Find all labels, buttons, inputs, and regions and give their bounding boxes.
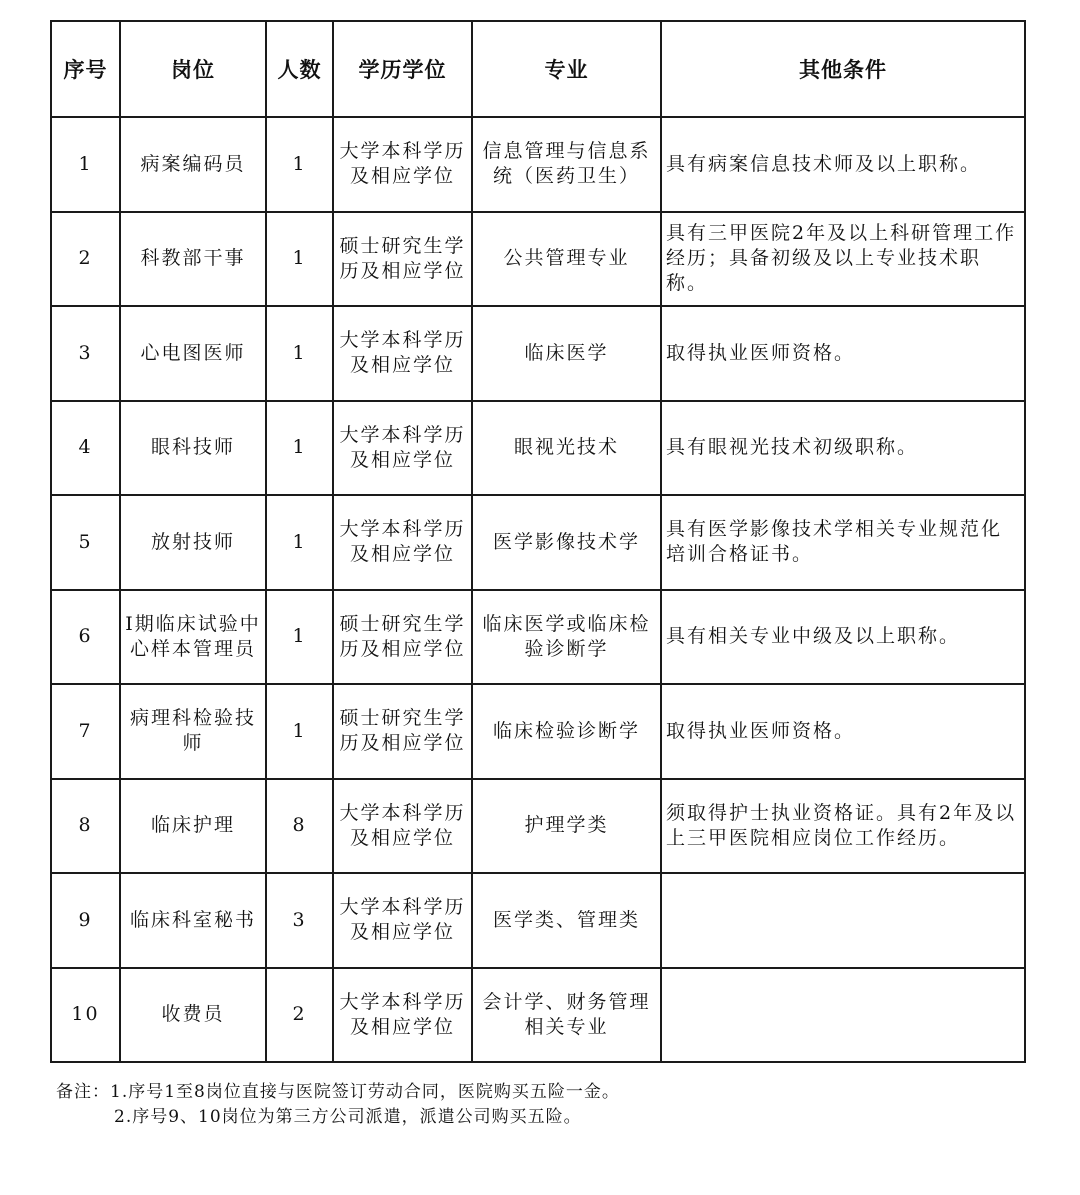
table-row [51,117,1025,212]
table-row [51,873,1025,968]
table-row [51,212,1025,307]
table-row [51,495,1025,590]
table-row [51,306,1025,401]
header-no: 序号 [51,21,120,117]
cell-no: 5 [51,495,120,590]
cell-other: 须取得护士执业资格证。具有2年及以上三甲医院相应岗位工作经历。 [661,779,1025,874]
cell-other: 具有病案信息技术师及以上职称。 [661,117,1025,212]
cell-position: 病案编码员 [120,117,266,212]
cell-major: 护理学类 [472,779,661,874]
cell-other: 取得执业医师资格。 [661,684,1025,779]
header-count: 人数 [266,21,333,117]
table-row [51,590,1025,685]
footnotes [56,1080,620,1130]
cell-education: 大学本科学历及相应学位 [333,117,472,212]
cell-education: 硕士研究生学历及相应学位 [333,590,472,685]
cell-no: 3 [51,306,120,401]
cell-count: 2 [266,968,333,1063]
table-row [51,684,1025,779]
cell-other: 取得执业医师资格。 [661,306,1025,401]
cell-education: 大学本科学历及相应学位 [333,873,472,968]
cell-no: 10 [51,968,120,1063]
cell-count: 1 [266,306,333,401]
cell-education: 硕士研究生学历及相应学位 [333,684,472,779]
table-row [51,968,1025,1063]
cell-major: 临床医学或临床检验诊断学 [472,590,661,685]
cell-no: 1 [51,117,120,212]
cell-no: 4 [51,401,120,496]
cell-no: 9 [51,873,120,968]
cell-no: 6 [51,590,120,685]
cell-no: 8 [51,779,120,874]
cell-major: 会计学、财务管理相关专业 [472,968,661,1063]
cell-count: 1 [266,495,333,590]
cell-major: 医学影像技术学 [472,495,661,590]
cell-position: 眼科技师 [120,401,266,496]
cell-position: 科教部干事 [120,212,266,307]
cell-position: 放射技师 [120,495,266,590]
cell-education: 大学本科学历及相应学位 [333,779,472,874]
table-header-row [51,21,1025,117]
cell-position: 收费员 [120,968,266,1063]
cell-major: 信息管理与信息系统（医药卫生） [472,117,661,212]
footnote-line-1: 备注：1.序号1至8岗位直接与医院签订劳动合同，医院购买五险一金。 [56,1082,620,1102]
cell-major: 临床医学 [472,306,661,401]
cell-other [661,968,1025,1063]
cell-count: 1 [266,590,333,685]
cell-major: 公共管理专业 [472,212,661,307]
cell-count: 1 [266,212,333,307]
header-other: 其他条件 [661,21,1025,117]
cell-other: 具有三甲医院2年及以上科研管理工作经历；具备初级及以上专业技术职称。 [661,212,1025,307]
table-row [51,779,1025,874]
recruitment-table [50,20,1026,1063]
cell-major: 医学类、管理类 [472,873,661,968]
cell-no: 2 [51,212,120,307]
cell-count: 3 [266,873,333,968]
cell-education: 大学本科学历及相应学位 [333,968,472,1063]
cell-position: 心电图医师 [120,306,266,401]
cell-other: 具有相关专业中级及以上职称。 [661,590,1025,685]
footnote-line-2: 2.序号9、10岗位为第三方公司派遣，派遣公司购买五险。 [114,1107,582,1127]
cell-position: 病理科检验技师 [120,684,266,779]
cell-other: 具有眼视光技术初级职称。 [661,401,1025,496]
cell-position: I期临床试验中心样本管理员 [120,590,266,685]
cell-count: 1 [266,401,333,496]
cell-other: 具有医学影像技术学相关专业规范化培训合格证书。 [661,495,1025,590]
recruitment-table-container [50,20,1024,1063]
cell-major: 临床检验诊断学 [472,684,661,779]
cell-count: 1 [266,684,333,779]
header-education: 学历学位 [333,21,472,117]
cell-no: 7 [51,684,120,779]
cell-other [661,873,1025,968]
cell-education: 大学本科学历及相应学位 [333,401,472,496]
cell-position: 临床护理 [120,779,266,874]
header-position: 岗位 [120,21,266,117]
table-row [51,401,1025,496]
header-major: 专业 [472,21,661,117]
cell-count: 8 [266,779,333,874]
cell-count: 1 [266,117,333,212]
cell-major: 眼视光技术 [472,401,661,496]
cell-education: 硕士研究生学历及相应学位 [333,212,472,307]
cell-position: 临床科室秘书 [120,873,266,968]
cell-education: 大学本科学历及相应学位 [333,306,472,401]
cell-education: 大学本科学历及相应学位 [333,495,472,590]
